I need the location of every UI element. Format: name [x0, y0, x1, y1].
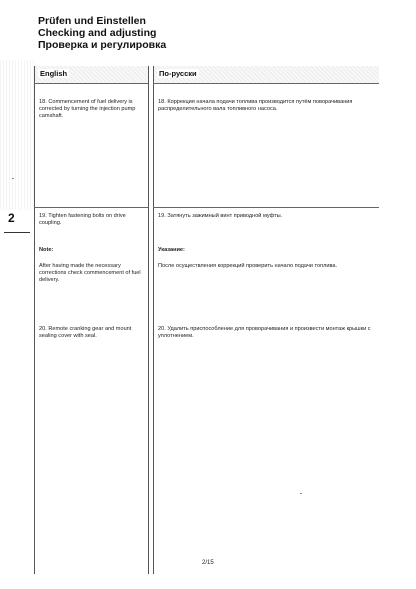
note-label-english: Note: — [39, 247, 54, 253]
column-divider-left — [148, 66, 149, 574]
section-number: 2 — [8, 211, 15, 225]
scan-speck — [300, 493, 302, 494]
scan-speck — [12, 178, 14, 179]
english-header-label: English — [40, 69, 68, 78]
header-rule-english — [34, 83, 148, 84]
header-rule-russian — [153, 83, 379, 84]
row-20-english: 20. Remote cranking gear and mount sealing cover with seal. — [39, 326, 132, 340]
title-russian: Проверка и регулировка — [38, 39, 167, 51]
row-19-english: 19. Tighten fastening bolts on drive coupling. — [39, 213, 126, 227]
note-text-english: After having made the necessary corrections check commencement of fuel delivery. — [39, 263, 141, 284]
bilingual-table — [34, 66, 379, 574]
column-divider-right — [153, 66, 154, 574]
row-18-english: 18. Commencement of fuel delivery is corrected by turning the injection pump camshaft. — [39, 99, 136, 120]
row-20-russian: 20. Удалить приспособление для проворачивания и произвести монтаж крышки с уплотнением. — [158, 326, 371, 340]
title-german: Prüfen und Einstellen — [38, 15, 146, 27]
russian-header-label: По-русски — [159, 69, 197, 78]
table-left-border — [34, 66, 35, 574]
english-column-header — [34, 66, 148, 83]
note-label-russian: Указание: — [158, 247, 185, 253]
page-title — [38, 15, 166, 51]
note-text-russian: После осуществления коррекций проверить начало подачи топлива. — [158, 263, 338, 269]
russian-column-header — [153, 66, 379, 83]
section-rule — [4, 232, 30, 233]
title-english: Checking and adjusting — [38, 27, 157, 39]
row-19-russian: 19. Затянуть зажимный винт приводной муфты. — [158, 213, 283, 219]
row-18-russian: 18. Коррекция начала подачи топлива производится путём поворачивания распределительного вала топливного насоса. — [158, 99, 353, 113]
row-divider-english — [34, 207, 148, 208]
row-divider-russian — [153, 207, 379, 208]
page-number: 2/15 — [202, 560, 214, 566]
scan-margin-noise — [0, 60, 34, 210]
